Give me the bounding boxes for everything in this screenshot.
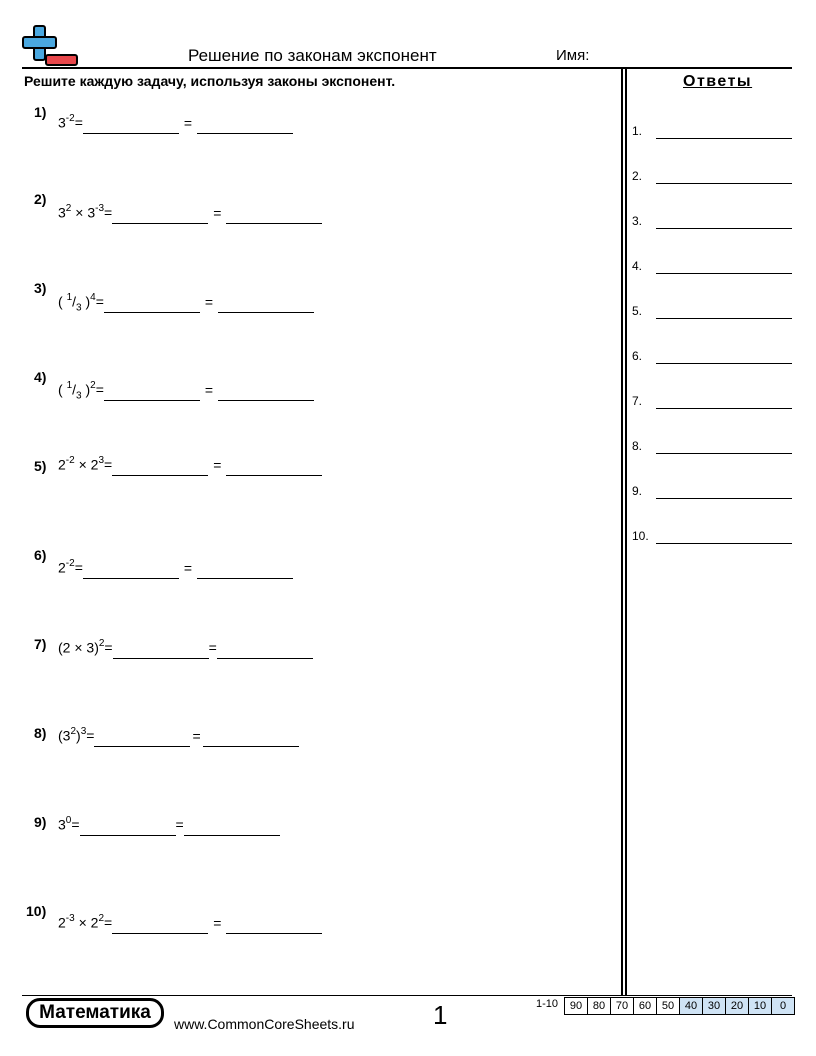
answer-number: 2.: [632, 169, 643, 183]
answer-blank[interactable]: [226, 933, 322, 934]
problem-number: 4): [34, 369, 47, 385]
answer-number: 1.: [632, 124, 643, 138]
footer-divider: [22, 995, 792, 996]
answer-number: 9.: [632, 484, 643, 498]
answer-blank[interactable]: [656, 498, 792, 499]
answer-blank[interactable]: [656, 453, 792, 454]
answers-title: Ответы: [683, 73, 753, 90]
instructions: Решите каждую задачу, используя законы экспонент.: [24, 73, 396, 89]
answer-blank[interactable]: [226, 475, 322, 476]
problem-number: 8): [34, 725, 47, 741]
answer-blank[interactable]: [656, 228, 792, 229]
answer-number: 8.: [632, 439, 643, 453]
answer-blank[interactable]: [218, 400, 314, 401]
answer-number: 4.: [632, 259, 643, 273]
answer-blank[interactable]: [226, 223, 322, 224]
score-cell: 70: [610, 997, 634, 1015]
work-blank[interactable]: [83, 578, 179, 579]
answer-blank[interactable]: [656, 408, 792, 409]
work-blank[interactable]: [104, 400, 200, 401]
answer-blank[interactable]: [203, 746, 299, 747]
problem-expression: $(3^2)^3=$ =: [58, 727, 299, 747]
answer-blank[interactable]: [184, 835, 280, 836]
work-blank[interactable]: [94, 746, 190, 747]
work-blank[interactable]: [112, 933, 208, 934]
problem-number: 6): [34, 547, 47, 563]
answer-blank[interactable]: [218, 312, 314, 313]
answer-number: 6.: [632, 349, 643, 363]
worksheet-title: Решение по законам экспонент: [188, 46, 437, 65]
problem-expression: ( $^1/_3$ )$^4$= =: [58, 293, 314, 313]
answer-number: 3.: [632, 214, 643, 228]
work-blank[interactable]: [113, 658, 209, 659]
problem-expression: $2^{-2} \times 2^3=$ =: [58, 456, 322, 476]
score-cell: 80: [587, 997, 611, 1015]
answer-blank[interactable]: [197, 578, 293, 579]
problem-number: 10): [26, 903, 47, 919]
score-cell: 0: [771, 997, 795, 1015]
problem-number: 3): [34, 280, 47, 296]
problem-expression: $(2 \times 3)^2=$ =: [58, 639, 313, 659]
problem-number: 2): [34, 191, 47, 207]
logo-icon: [22, 24, 80, 68]
problem-expression: $2^{-2}=$ =: [58, 559, 293, 579]
work-blank[interactable]: [83, 133, 179, 134]
work-blank[interactable]: [112, 223, 208, 224]
problem-number: 5): [34, 458, 47, 474]
subject-badge: Математика: [26, 998, 164, 1028]
answer-blank[interactable]: [656, 318, 792, 319]
score-cell: 40: [679, 997, 703, 1015]
problem-expression: $3^0=$ =: [58, 816, 280, 836]
score-cell: 10: [748, 997, 772, 1015]
answer-blank[interactable]: [656, 138, 792, 139]
score-range-label: 1-10: [536, 998, 559, 1010]
problem-expression: $2^{-3} \times 2^2=$ =: [58, 914, 322, 934]
problem-expression: $3^{-2}=$ =: [58, 114, 293, 134]
score-cell: 60: [633, 997, 657, 1015]
answer-blank[interactable]: [656, 183, 792, 184]
work-blank[interactable]: [104, 312, 200, 313]
work-blank[interactable]: [80, 835, 176, 836]
problem-expression: ( $^1/_3$ )$^2$= =: [58, 381, 314, 401]
answer-blank[interactable]: [656, 543, 792, 544]
column-divider-right: [625, 68, 627, 996]
answer-blank[interactable]: [197, 133, 293, 134]
site-url: www.CommonCoreSheets.ru: [174, 1016, 355, 1032]
problem-number: 7): [34, 636, 47, 652]
page-number: 1: [433, 1000, 448, 1030]
answer-blank[interactable]: [656, 363, 792, 364]
work-blank[interactable]: [112, 475, 208, 476]
answer-number: 5.: [632, 304, 643, 318]
answer-number: 7.: [632, 394, 643, 408]
column-divider-left: [621, 68, 623, 996]
name-label: Имя:: [556, 47, 590, 64]
score-cell: 20: [725, 997, 749, 1015]
score-cell: 90: [564, 997, 588, 1015]
answer-number: 10.: [632, 529, 649, 543]
score-cell: 50: [656, 997, 680, 1015]
problem-number: 9): [34, 814, 47, 830]
problem-number: 1): [34, 104, 47, 120]
answer-blank[interactable]: [656, 273, 792, 274]
problem-expression: $3^2 \times 3^{-3}=$ =: [58, 204, 322, 224]
score-cell: 30: [702, 997, 726, 1015]
answer-blank[interactable]: [217, 658, 313, 659]
header-divider: [22, 67, 792, 69]
